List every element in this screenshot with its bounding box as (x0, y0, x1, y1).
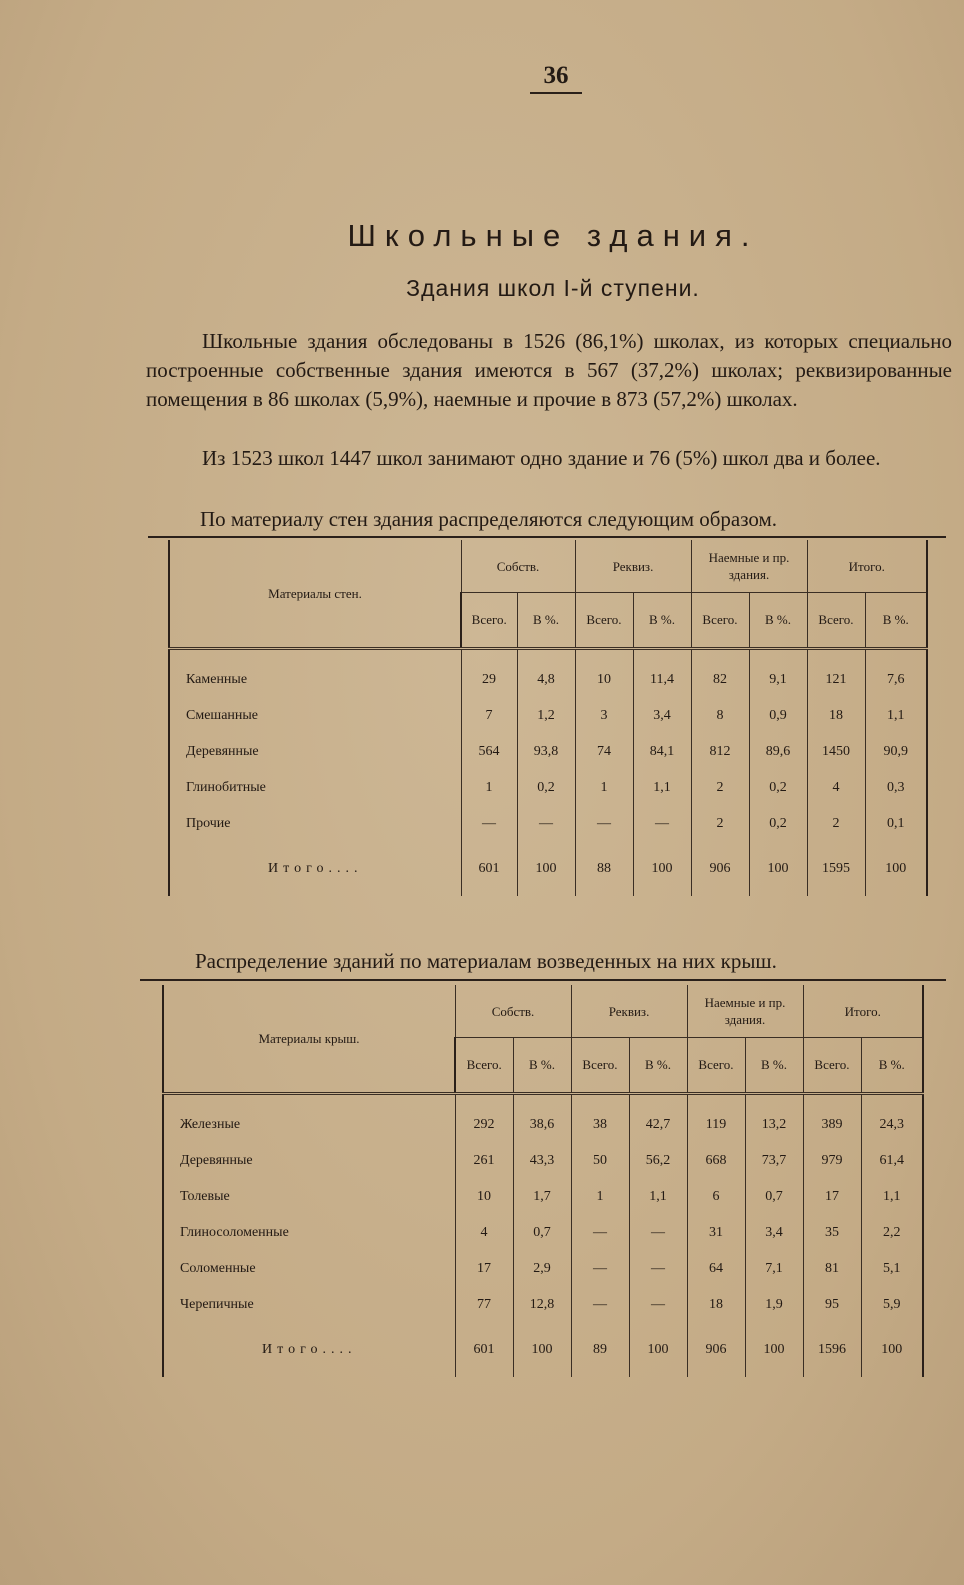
table-row (163, 1287, 923, 1323)
walls-cell: 4 (807, 770, 865, 806)
walls-cell: 9,1 (749, 662, 807, 698)
paragraph-buildings-surveyed: Школьные здания обследованы в 1526 (86,1%) школах, из которых специально построенные собственные здания имеются в 567 (37,2%) школах; реквизированные помещения в 86 школах (5,9%), наемные и прочие в 873 (57,2%) школах. (146, 329, 952, 411)
caption-rule (140, 979, 946, 981)
walls-cell: 7,6 (865, 662, 927, 698)
table-row (169, 698, 927, 734)
walls-row-label: Каменные (169, 662, 461, 698)
walls-cell: 1,1 (865, 698, 927, 734)
roofs-cell: 2,9 (513, 1251, 571, 1287)
walls-total-cell: 100 (865, 842, 927, 896)
walls-row-label: Смешанные (169, 698, 461, 734)
walls-total-label: Итого.... (169, 842, 461, 896)
roofs-cell: 119 (687, 1107, 745, 1143)
roofs-cell: 81 (803, 1251, 861, 1287)
roofs-cell: 2,2 (861, 1215, 923, 1251)
roofs-subheader-count: Всего. (803, 1038, 861, 1094)
roofs-cell: 43,3 (513, 1143, 571, 1179)
roofs-cell: 979 (803, 1143, 861, 1179)
walls-total-cell: 88 (575, 842, 633, 896)
page-title: Школьные здания. (347, 218, 759, 253)
roofs-row-label: Деревянные (163, 1143, 455, 1179)
table-row (163, 1143, 923, 1179)
walls-subheader-count: Всего. (807, 593, 865, 649)
walls-cell: 3,4 (633, 698, 691, 734)
roofs-cell: 5,1 (861, 1251, 923, 1287)
walls-header-own: Собств. (461, 540, 575, 593)
walls-header-requisitioned: Реквиз. (575, 540, 691, 593)
roofs-cell: 4 (455, 1215, 513, 1251)
walls-total-cell: 906 (691, 842, 749, 896)
walls-cell: — (575, 806, 633, 842)
roofs-header-rented: Наемные и пр. здания. (687, 985, 803, 1038)
roofs-cell: 389 (803, 1107, 861, 1143)
caption-rule (148, 536, 946, 538)
walls-cell: 0,3 (865, 770, 927, 806)
table-row (169, 662, 927, 698)
roofs-total-cell: 100 (861, 1323, 923, 1377)
walls-total-cell: 601 (461, 842, 517, 896)
walls-cell: 0,2 (749, 770, 807, 806)
walls-subheader-percent: В %. (865, 593, 927, 649)
walls-header-rented: Наемные и пр. здания. (691, 540, 807, 593)
roofs-subheader-count: Всего. (455, 1038, 513, 1094)
roofs-cell: 17 (803, 1179, 861, 1215)
walls-cell: 10 (575, 662, 633, 698)
walls-cell: 1 (575, 770, 633, 806)
walls-total-cell: 1595 (807, 842, 865, 896)
roofs-cell: 1 (571, 1179, 629, 1215)
roofs-cell: 61,4 (861, 1143, 923, 1179)
roofs-total-cell: 89 (571, 1323, 629, 1377)
page-number: 36 (530, 62, 582, 94)
roofs-cell: — (571, 1251, 629, 1287)
walls-cell: — (517, 806, 575, 842)
walls-cell: 74 (575, 734, 633, 770)
roofs-cell: 12,8 (513, 1287, 571, 1323)
roofs-cell: 95 (803, 1287, 861, 1323)
roofs-total-cell: 906 (687, 1323, 745, 1377)
walls-subheader-percent: В %. (633, 593, 691, 649)
roofs-table (162, 985, 924, 1377)
roofs-cell: — (571, 1215, 629, 1251)
roofs-cell: 0,7 (745, 1179, 803, 1215)
roofs-row-label: Соломенные (163, 1251, 455, 1287)
roofs-cell: 24,3 (861, 1107, 923, 1143)
roofs-subheader-percent: В %. (861, 1038, 923, 1094)
walls-cell: 84,1 (633, 734, 691, 770)
roofs-cell: — (629, 1287, 687, 1323)
roofs-cell: 64 (687, 1251, 745, 1287)
roofs-total-cell: 100 (629, 1323, 687, 1377)
walls-table (168, 540, 928, 896)
walls-cell: — (633, 806, 691, 842)
walls-cell: — (461, 806, 517, 842)
walls-cell: 1,2 (517, 698, 575, 734)
walls-total-cell: 100 (749, 842, 807, 896)
roofs-total-cell: 100 (745, 1323, 803, 1377)
walls-row-label: Прочие (169, 806, 461, 842)
roofs-cell: 0,7 (513, 1215, 571, 1251)
walls-row-label: Деревянные (169, 734, 461, 770)
roofs-cell: — (571, 1287, 629, 1323)
roofs-cell: 42,7 (629, 1107, 687, 1143)
roofs-cell: 5,9 (861, 1287, 923, 1323)
walls-subheader-percent: В %. (517, 593, 575, 649)
roofs-cell: — (629, 1215, 687, 1251)
roofs-total-cell: 100 (513, 1323, 571, 1377)
walls-cell: 29 (461, 662, 517, 698)
walls-cell: 2 (691, 806, 749, 842)
roofs-total-cell: 1596 (803, 1323, 861, 1377)
roofs-cell: 7,1 (745, 1251, 803, 1287)
walls-cell: 8 (691, 698, 749, 734)
walls-row-label: Глинобитные (169, 770, 461, 806)
walls-cell: 0,2 (517, 770, 575, 806)
roofs-header-materials: Материалы крыш. (163, 985, 455, 1094)
roofs-cell: 10 (455, 1179, 513, 1215)
walls-cell: 2 (691, 770, 749, 806)
roofs-row-label: Черепичные (163, 1287, 455, 1323)
walls-cell: 121 (807, 662, 865, 698)
roofs-cell: 261 (455, 1143, 513, 1179)
roofs-cell: 50 (571, 1143, 629, 1179)
walls-cell: 3 (575, 698, 633, 734)
table-row (163, 1107, 923, 1143)
walls-cell: 564 (461, 734, 517, 770)
roofs-header-total: Итого. (803, 985, 923, 1038)
walls-cell: 0,2 (749, 806, 807, 842)
roofs-cell: 35 (803, 1215, 861, 1251)
walls-cell: 1450 (807, 734, 865, 770)
roofs-total-label: Итого.... (163, 1323, 455, 1377)
roofs-total-cell: 601 (455, 1323, 513, 1377)
roofs-cell: 38 (571, 1107, 629, 1143)
walls-cell: 812 (691, 734, 749, 770)
walls-cell: 0,1 (865, 806, 927, 842)
walls-cell: 18 (807, 698, 865, 734)
roofs-cell: 13,2 (745, 1107, 803, 1143)
roofs-cell: 17 (455, 1251, 513, 1287)
walls-header-materials: Материалы стен. (169, 540, 461, 649)
roofs-row-label: Железные (163, 1107, 455, 1143)
roofs-cell: 1,1 (861, 1179, 923, 1215)
walls-total-cell: 100 (633, 842, 691, 896)
roofs-subheader-percent: В %. (745, 1038, 803, 1094)
walls-cell: 93,8 (517, 734, 575, 770)
roofs-subheader-count: Всего. (571, 1038, 629, 1094)
walls-cell: 2 (807, 806, 865, 842)
roofs-subheader-count: Всего. (687, 1038, 745, 1094)
table-row (163, 1215, 923, 1251)
walls-cell: 11,4 (633, 662, 691, 698)
walls-total-cell: 100 (517, 842, 575, 896)
roofs-header-own: Собств. (455, 985, 571, 1038)
roofs-cell: — (629, 1251, 687, 1287)
roofs-header-requisitioned: Реквиз. (571, 985, 687, 1038)
walls-subheader-count: Всего. (575, 593, 633, 649)
roofs-cell: 31 (687, 1215, 745, 1251)
walls-cell: 82 (691, 662, 749, 698)
roofs-cell: 1,9 (745, 1287, 803, 1323)
walls-cell: 90,9 (865, 734, 927, 770)
walls-subheader-count: Всего. (461, 593, 517, 649)
walls-header-total: Итого. (807, 540, 927, 593)
roofs-row-label: Толевые (163, 1179, 455, 1215)
table-row (169, 734, 927, 770)
table-row (163, 1179, 923, 1215)
walls-cell: 89,6 (749, 734, 807, 770)
walls-table-caption: По материалу стен здания распределяются следующим образом. (200, 507, 778, 531)
section-subtitle: Здания школ I-й ступени. (406, 275, 700, 301)
roofs-row-label: Глиносоломенные (163, 1215, 455, 1251)
roofs-cell: 3,4 (745, 1215, 803, 1251)
roofs-cell: 56,2 (629, 1143, 687, 1179)
roofs-table-caption: Распределение зданий по материалам возведенных на них крыш. (195, 949, 777, 973)
roofs-cell: 1,1 (629, 1179, 687, 1215)
roofs-subheader-percent: В %. (629, 1038, 687, 1094)
walls-cell: 1 (461, 770, 517, 806)
roofs-cell: 668 (687, 1143, 745, 1179)
roofs-subheader-percent: В %. (513, 1038, 571, 1094)
table-total-row (169, 842, 927, 896)
walls-cell: 1,1 (633, 770, 691, 806)
roofs-cell: 38,6 (513, 1107, 571, 1143)
walls-cell: 0,9 (749, 698, 807, 734)
walls-cell: 7 (461, 698, 517, 734)
roofs-cell: 18 (687, 1287, 745, 1323)
walls-subheader-percent: В %. (749, 593, 807, 649)
walls-cell: 4,8 (517, 662, 575, 698)
roofs-cell: 6 (687, 1179, 745, 1215)
paragraph-buildings-count: Из 1523 школ 1447 школ занимают одно здание и 76 (5%) школ два и более. (202, 446, 881, 470)
table-row (169, 770, 927, 806)
table-total-row (163, 1323, 923, 1377)
walls-subheader-count: Всего. (691, 593, 749, 649)
table-row (169, 806, 927, 842)
roofs-cell: 77 (455, 1287, 513, 1323)
roofs-cell: 1,7 (513, 1179, 571, 1215)
roofs-cell: 292 (455, 1107, 513, 1143)
roofs-cell: 73,7 (745, 1143, 803, 1179)
table-row (163, 1251, 923, 1287)
